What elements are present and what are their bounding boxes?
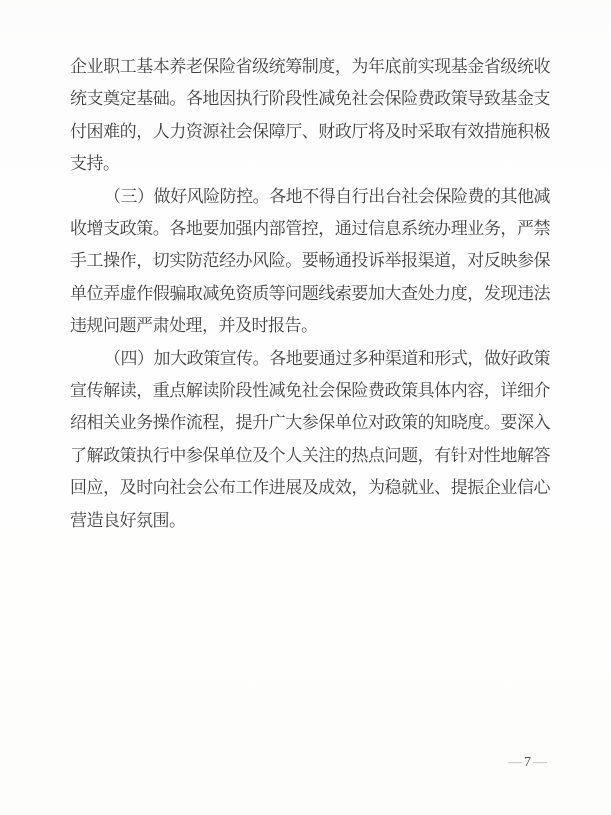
paragraph-2: （三）做好风险防控。各地不得自行出台社会保险费的其他减收增支政策。各地要加强内部管控，通过信息系统办理业务，严禁手工操作，切实防范经办风险。要畅通投诉举报渠道，对反映参保单位弄虚作假骗取减免资质等问题线索要加大查处力度，发现违法违规问题严肃处理，并及时报告。 (70, 186, 550, 336)
page-number-footer (508, 755, 548, 771)
footer-dash-right: — (533, 755, 548, 770)
paragraph-3: （四）加大政策宣传。各地要通过多种渠道和形式，做好政策宣传解读，重点解读阶段性减免社会保险费政策具体内容，详细介绍相关业务操作流程，提升广大参保单位对政策的知晓度。要深入了解政策执行中参保单位及个人关注的热点问题，有针对性地解答回应，及时向社会公布工作进展及成效，为稳就业、提振企业信心营造良好氛围。 (70, 348, 550, 530)
footer-dash-left: — (508, 755, 523, 770)
paragraph-1: 企业职工基本养老保险省级统筹制度，为年底前实现基金省级统收统支奠定基础。各地因执行阶段性减免社会保险费政策导致基金支付困难的，人力资源社会保障厅、财政厅将及时采取有效措施积极支持。 (70, 57, 550, 174)
page-number: 7 (524, 755, 532, 770)
document-body (70, 51, 550, 537)
